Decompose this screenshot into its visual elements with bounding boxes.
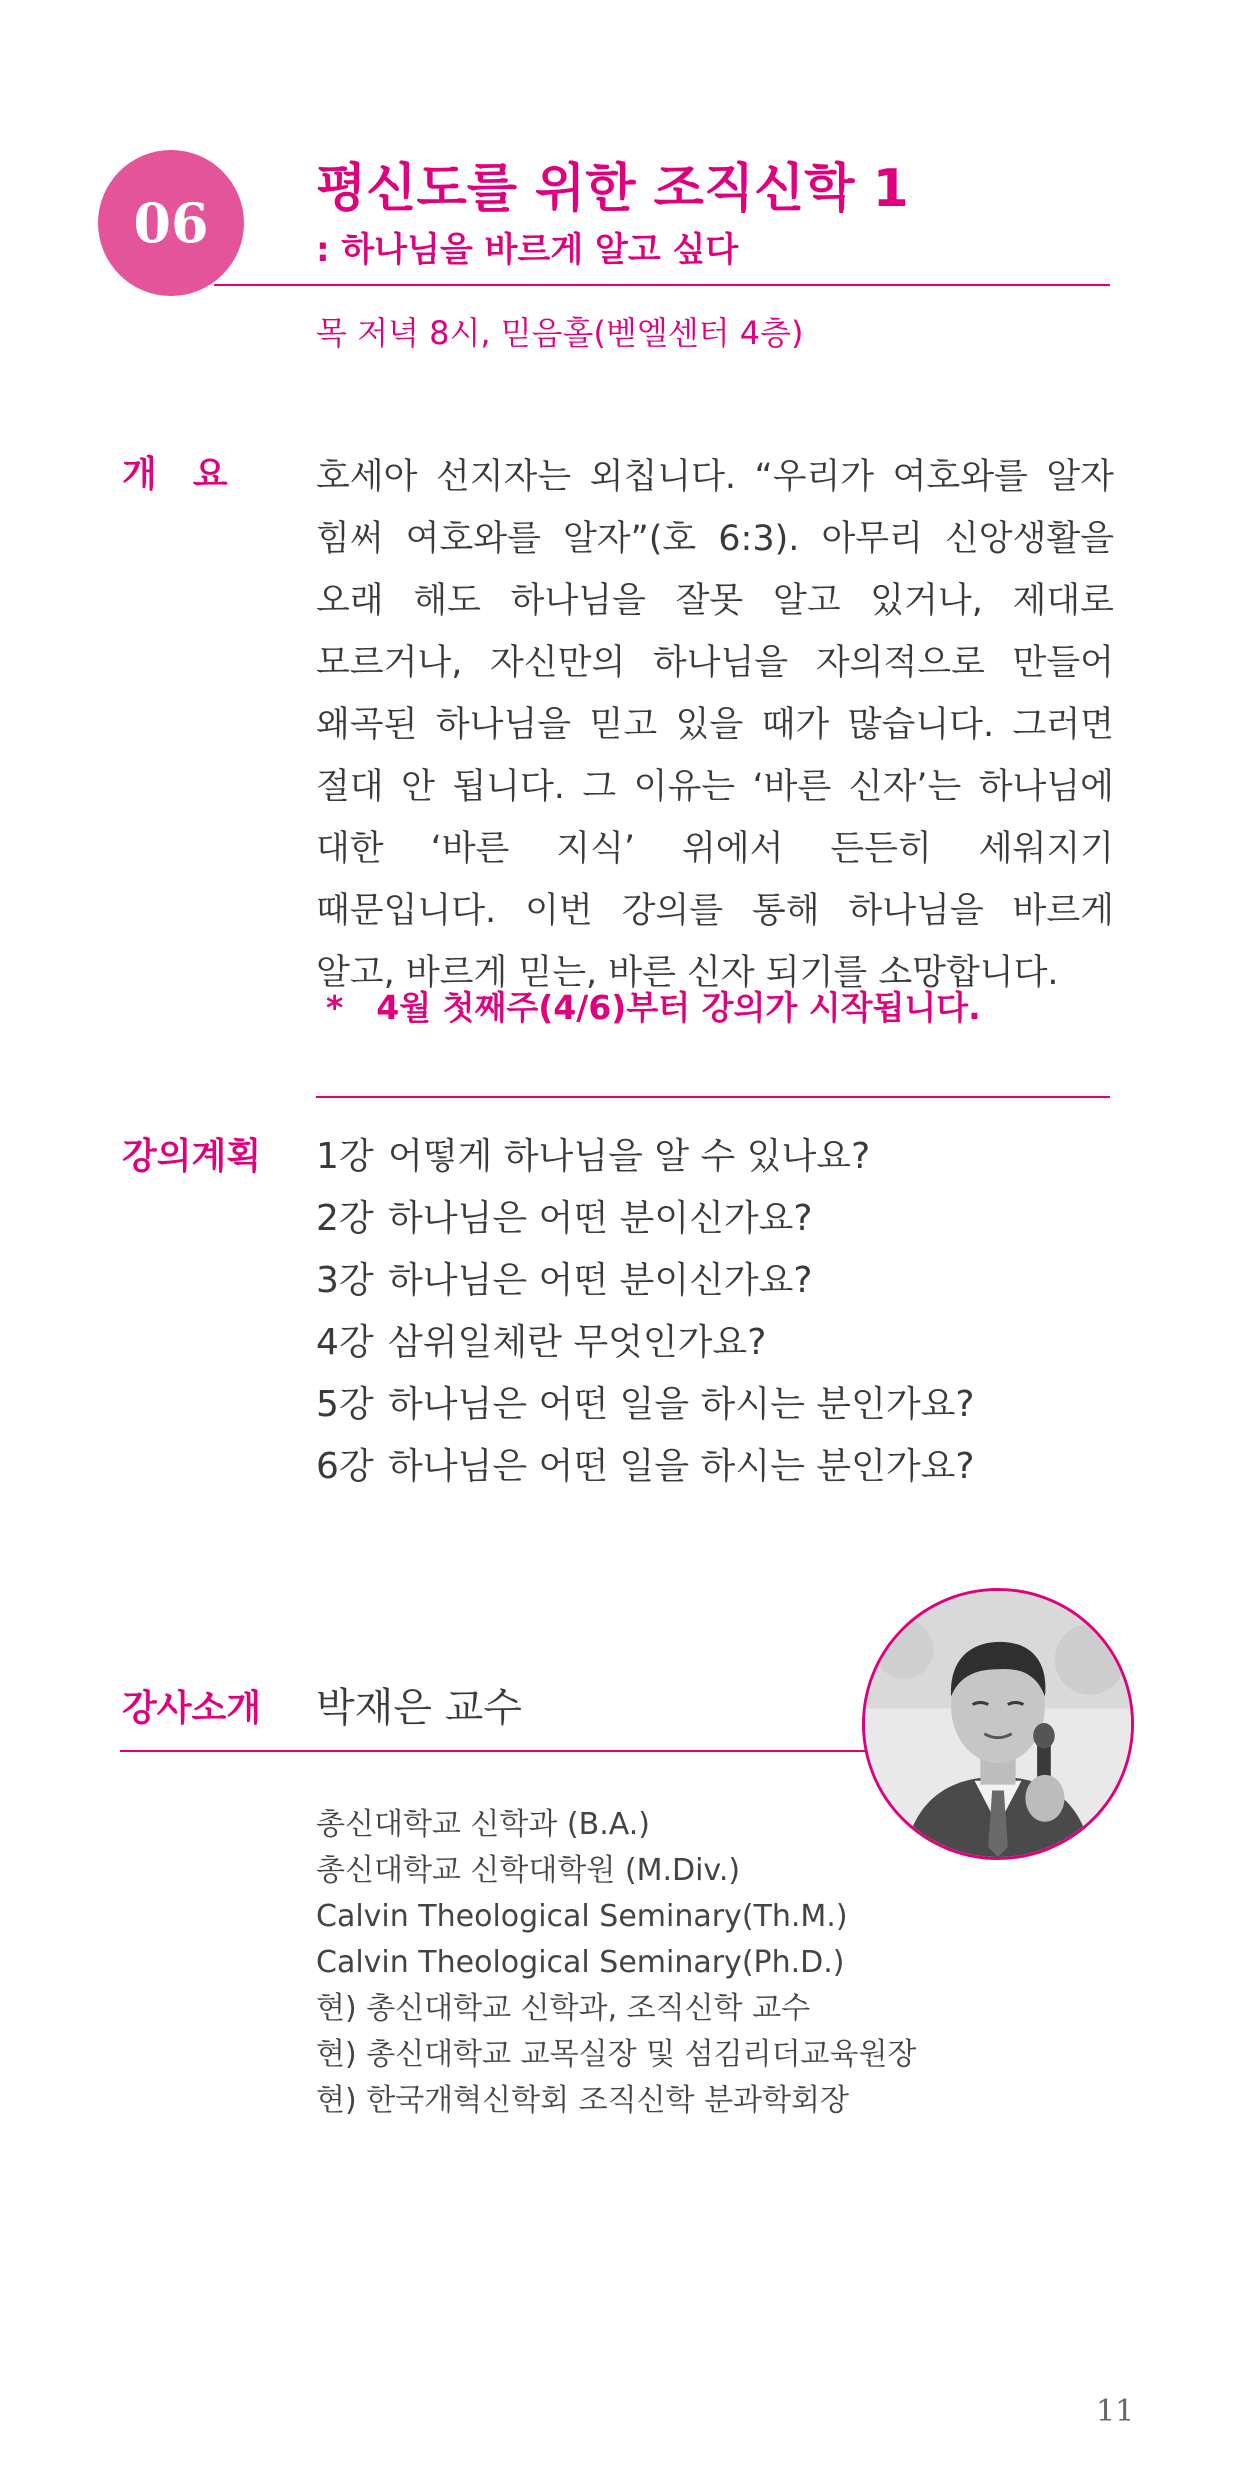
header-divider bbox=[214, 284, 1110, 286]
overview-divider bbox=[316, 1096, 1110, 1098]
career-item: Calvin Theological Seminary(Th.M.) bbox=[316, 1899, 848, 1934]
lecture-item bbox=[316, 1188, 975, 1250]
section-number: 06 bbox=[133, 191, 209, 255]
page-subtitle: : 하나님을 바르게 알고 싶다 bbox=[316, 230, 739, 270]
page-number: 11 bbox=[1096, 2394, 1135, 2429]
lecture-title: 어떻게 하나님을 알 수 있나요? bbox=[388, 1136, 871, 1177]
instructor-name: 박재은 교수 bbox=[316, 1685, 522, 1731]
lecture-title: 하나님은 어떤 분이신가요? bbox=[388, 1198, 813, 1239]
career-item: 현) 한국개혁신학회 조직신학 분과학회장 bbox=[316, 2083, 849, 2118]
instructor-label: 강사소개 bbox=[122, 1688, 262, 1729]
lecture-title: 하나님은 어떤 일을 하시는 분인가요? bbox=[388, 1384, 975, 1425]
page-title: 평신도를 위한 조직신학 1 bbox=[316, 159, 909, 219]
overview-label: 개 요 bbox=[122, 454, 228, 495]
career-item: 현) 총신대학교 교목실장 및 섬김리더교육원장 bbox=[316, 2037, 917, 2072]
instructor-career-list bbox=[316, 1802, 916, 2124]
lecture-item bbox=[316, 1312, 975, 1374]
lecture-number: 3강 bbox=[316, 1260, 374, 1301]
lecture-number: 1강 bbox=[316, 1136, 374, 1177]
lecture-list bbox=[316, 1126, 975, 1498]
lecture-item bbox=[316, 1250, 975, 1312]
career-item: 현) 총신대학교 신학과, 조직신학 교수 bbox=[316, 1991, 811, 2026]
career-item: 총신대학교 신학과 (B.A.) bbox=[316, 1807, 650, 1842]
lecture-number: 5강 bbox=[316, 1384, 374, 1425]
career-item: Calvin Theological Seminary(Ph.D.) bbox=[316, 1945, 845, 1980]
instructor-divider bbox=[120, 1750, 880, 1752]
lecture-title: 삼위일체란 무엇인가요? bbox=[388, 1322, 767, 1363]
lecture-number: 2강 bbox=[316, 1198, 374, 1239]
schedule-info: 목 저녁 8시, 믿음홀(벧엘센터 4층) bbox=[316, 314, 804, 352]
lecture-plan-label: 강의계획 bbox=[122, 1136, 262, 1177]
start-note: * 4월 첫째주(4/6)부터 강의가 시작됩니다. bbox=[326, 988, 981, 1027]
lecture-number: 4강 bbox=[316, 1322, 374, 1363]
career-item: 총신대학교 신학대학원 (M.Div.) bbox=[316, 1853, 741, 1888]
lecture-title: 하나님은 어떤 일을 하시는 분인가요? bbox=[388, 1446, 975, 1487]
lecture-item bbox=[316, 1374, 975, 1436]
lecture-number: 6강 bbox=[316, 1446, 374, 1487]
lecture-item bbox=[316, 1126, 975, 1188]
lecture-item bbox=[316, 1436, 975, 1498]
section-number-badge bbox=[98, 150, 244, 296]
overview-text: 호세아 선지자는 외칩니다. “우리가 여호와를 알자 힘써 여호와를 알자”(호 6:3). 아무리 신앙생활을 오래 해도 하나님을 잘못 알고 있거나, 제대로 모르거나, 자신만의 하나님을 자의적으로 만들어 왜곡된 하나님을 믿고 있을 때가 많습니다. 그러면 절대 안 됩니다. 그 이유는 ‘바른 신자’는 하나님에 대한 ‘바른 지식’ 위에서 든든히 세워지기 때문입니다. 이번 강의를 통해 하나님을 바르게 알고, 바르게 믿는, 바른 신자 되기를 소망합니다. bbox=[316, 457, 1114, 993]
lecture-title: 하나님은 어떤 분이신가요? bbox=[388, 1260, 813, 1301]
